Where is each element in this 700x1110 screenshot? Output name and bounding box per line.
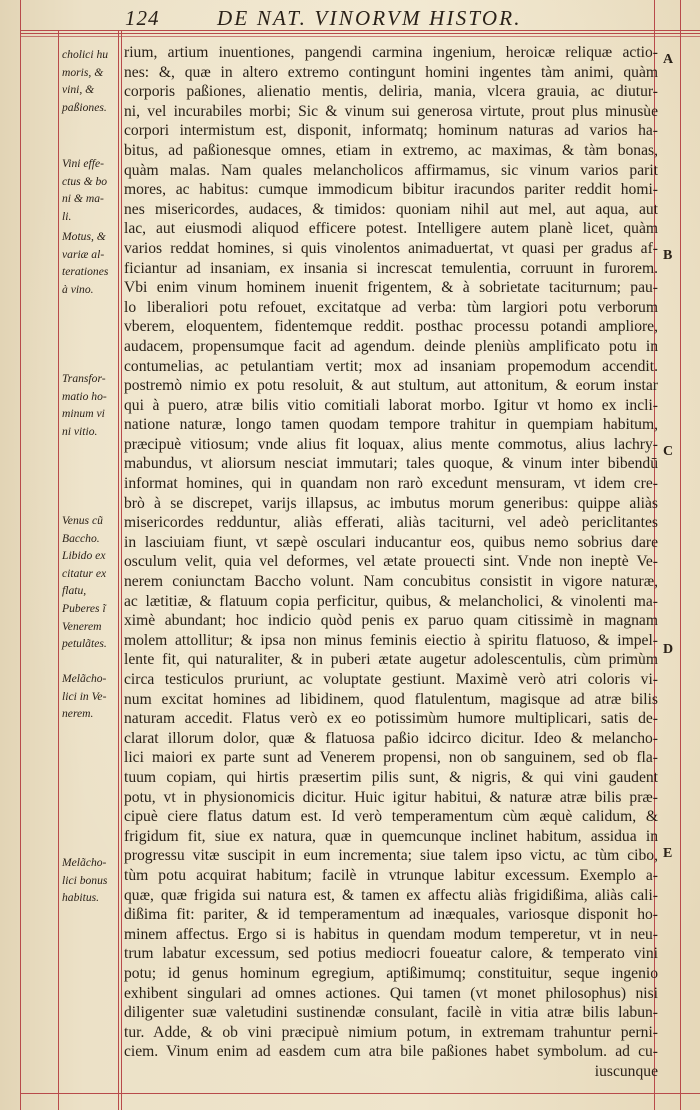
red-rule-left [20, 0, 21, 1110]
margin-note-line: Baccho. [62, 531, 100, 545]
text-line: clarat illorum dolor, quæ & flatuosa paßio idcirco dicitur. Ideo & melancho- [124, 729, 658, 747]
text-line: ximè abundant; hoc indicio quòd penis ex paruo quam citissimè in magnam [124, 612, 658, 630]
text-line: ficiantur ad insaniam, ex insania si increscat temulentia, corruunt in furorem. [124, 259, 658, 277]
text-line: natione naturæ, longo tamen quodam tempore trahitur in quempiam habitum, [124, 416, 658, 434]
section-letter-a: A [663, 52, 674, 67]
text-line: postremò nimio ex potu resoluit, & aut stultum, aut attonitum, & eorum instar [124, 377, 658, 395]
text-line: qui à puero, atræ bilis vitio comitiali laborat morbo. Igitur vt homo ex incli- [124, 396, 658, 414]
margin-note-line: à vino. [62, 282, 94, 296]
margin-note-line: ni & ma- [62, 192, 104, 206]
margin-note-4 [62, 370, 118, 440]
margin-note-line: nerem. [62, 707, 94, 721]
text-line: osculum velit, quia vel deformes, vel ætate prouecti sint. Vnde non ineptè Ve- [124, 553, 658, 571]
text-line: potu, vt in physionomicis dicitur. Huic igitur habitui, & naturæ atræ bilis præ- [124, 788, 658, 806]
text-line: exhibent singulari ad omnes actiones. Qui tamen (vt monet philosophus) nisi [124, 984, 658, 1002]
running-title: DE NAT. VINORVM HISTOR. [217, 6, 522, 30]
text-line: iuscunque [594, 1062, 658, 1080]
text-line: informat homines, qui in quandam non rarò excedunt mensuram, vt idem cre- [124, 475, 658, 493]
text-line: corpori intermistum est, disponit, informatq; hominum naturas ad varios ha- [124, 122, 658, 140]
text-line: contumelias, ac petulantiam vertit; mox ad insaniam propemodum accendit. [124, 357, 658, 375]
margin-note-line: Motus, & [62, 230, 106, 243]
section-letter-e: E [663, 846, 673, 861]
text-line: misericordes redduntur, aliàs efferati, aliàs taciturni, vel adeò periclitantes [124, 514, 658, 532]
text-line: mabundus, vt aliorsum nesciat immutari; tales quoque, & vinum inter bibendū [124, 455, 658, 473]
margin-note-line: lici in Ve- [62, 689, 107, 703]
red-rule-top [20, 33, 700, 34]
text-line: in lasciuiam fiunt, vt sæpè osculari inducantur eos, quibus nemo sobrius dare [124, 533, 658, 551]
margin-note-line: variæ al- [62, 247, 105, 261]
margin-note-line: paßiones. [62, 100, 107, 114]
margin-note-5 [62, 512, 118, 653]
text-line: lo liberaliori potu refouet, excitatque ad verba: tùm largiori potu verborum [124, 298, 658, 316]
margin-note-line: li. [62, 209, 72, 223]
text-line: naturam accedit. Flatus verò ex eo potissimùm humore multiplicari, satis de- [124, 710, 658, 728]
text-line: frigidum fit, siue ex natura, quæ in quemcunque inclinet habitum, assidua in [124, 827, 658, 845]
margin-note-1 [62, 46, 118, 116]
text-line: præcipuè vitiosum; vnde alius fit loquax, alius mente commotus, alius lachry- [124, 435, 658, 453]
text-line: molem attollitur; & ipsa non minus feminis eiectio à spiritu flatuoso, & impel- [124, 631, 658, 649]
margin-note-line: Puberes ĩ [62, 601, 106, 615]
text-line: vberem, eloquentem, fidentemque reddit. posthac processu potandi ampliore, [124, 318, 658, 336]
text-line: quæ, quæ frigida sui natura est, & tamen ex affectu aliàs frigidißima, aliàs cali- [124, 886, 658, 904]
margin-note-line: Venerem [62, 619, 102, 633]
text-line: nerem coniunctam Baccho volunt. Nam concubitus consistit in vigore naturæ, [124, 573, 658, 591]
text-line: lici maiori ex parte sunt ad Venerem propensi, non ob sanguinem, sed ob fla- [124, 749, 658, 767]
margin-note-line: matio ho- [62, 389, 107, 403]
text-line: ciem. Vinum enim ad easdem cum atra bile paßiones habet symbolum. ad cu- [124, 1043, 658, 1061]
margin-note-line: ctus & bo [62, 174, 108, 188]
margin-note-line: flatu, [62, 584, 87, 598]
text-line: corporis paßiones, alienatio mentis, deliria, mania, vlcera grauia, ac diutur- [124, 83, 658, 101]
margin-note-2 [62, 155, 118, 225]
margin-note-line: petulãtes. [62, 637, 107, 651]
margin-note-3 [62, 228, 118, 298]
margin-note-7 [62, 854, 118, 907]
margin-note-line: ni vitio. [62, 424, 98, 438]
margin-note-line: minum vi [62, 407, 105, 421]
margin-note-line: Melãcho- [62, 856, 107, 869]
text-line: diligenter suæ valetudini sustinendæ consulant, facilè in vitia atræ bilis labun- [124, 1004, 658, 1022]
margin-note-line: citatur ex [62, 566, 107, 580]
red-rule-margin [121, 30, 122, 1110]
margin-note-line: moris, & [62, 65, 104, 79]
text-line: trum labatur excessum, sed potius mediocri foueatur calore, & temperato vini [124, 945, 658, 963]
margin-note-line: vini, & [62, 83, 95, 97]
red-rule-right [680, 0, 681, 1110]
margin-note-line: Melãcho- [62, 672, 107, 685]
text-line: dißima fit: pariter, & id temperamentum ad inæquales, variosque disponit ho- [124, 906, 658, 924]
page-number: 124 [125, 6, 160, 30]
text-line: audacem, propensumque facit ad agendum. deinde pleniùs amplificato potu in [124, 337, 658, 355]
text-line: varios reddat homines, si quis vinolentos animaduertat, vt quasi per gradus af- [124, 239, 658, 257]
text-line: brò à se discrepet, varijs illapsus, ac imbutus morum generibus: quippe aliàs [124, 494, 658, 512]
text-line: tùm potu acquirat habitum; facilè in vtrunque labitur excessum. Exemplo a- [124, 866, 658, 884]
text-line: mores, ac habitus: cumque immodicum bibitur iracundos pariter reddit homi- [124, 181, 658, 199]
red-rule-top [20, 36, 700, 37]
page-header [125, 6, 655, 30]
margin-note-line: Venus cũ [62, 514, 103, 527]
text-line: tuum copiam, qui hirtis præsertim pilis sunt, & nigris, & qui vini gaudent [124, 768, 658, 786]
margin-note-line: habitus. [62, 891, 100, 905]
text-line: nes: &, quæ in altero extremo contingunt homini ingentes tàm animi, quàm [124, 63, 658, 81]
text-line: ac lætitiæ, & flatuum copia perficitur, quibus, & melancholici, & vinolenti ma- [124, 592, 658, 610]
text-line: circa testiculos pruriunt, ac voluptate gestiunt. Maximè verò atri coloris vi- [124, 671, 658, 688]
text-line: Vbi enim vinum hominem inuenit frigentem, & à sobrietate taciturnum; pau- [124, 279, 658, 297]
section-letter-b: B [663, 248, 673, 263]
text-line: quàm malas. Nam quales melancholicos affirmamus, sic vinum varios parit [124, 161, 658, 179]
margin-note-line: Vini effe- [62, 157, 104, 170]
margin-note-line: Transfor- [62, 372, 106, 385]
margin-note-line: terationes [62, 265, 109, 279]
text-line: lac, aut eiusmodi aliquod efficere potest. Intelligere autem planè licet, quàm [124, 220, 658, 238]
text-line: potu; id genus hominum egregium, aptißimumq; constituitur, seque ingenio [124, 964, 658, 982]
text-line: progressu vitæ suscipit in eum incrementa; siue talem ipso victu, ac tùm cibo, [124, 847, 658, 865]
margin-note-line: cholici hu [62, 48, 109, 61]
margin-note-6 [62, 670, 118, 723]
main-text-block [124, 43, 658, 1081]
text-line: minem affectus. Ergo si is habitus in quendam modum temperetur, vt in neu- [124, 925, 658, 943]
red-rule-margin [58, 30, 59, 1110]
section-letter-d: D [663, 642, 674, 657]
red-rule-margin [118, 30, 119, 1110]
text-line: ni, vel incurabiles morbi; Sic & vinum sui generosa virtute, prout plus minusùe [124, 102, 658, 120]
red-rule-bottom [20, 1093, 700, 1094]
margin-note-line: lici bonus [62, 873, 108, 887]
text-line: rium, artium inuentiones, pangendi carmina ingenium, heroicæ reliquæ actio- [124, 44, 658, 61]
text-line: lente fit, qui naturaliter, & in puberi ætate augetur adolescentulis, cùm primùm [124, 651, 658, 669]
margin-note-line: Libido ex [62, 549, 106, 563]
section-letter-c: C [663, 444, 674, 459]
text-line: num excitat homines ad libidinem, quod flatulentum, magisque ad atræ bilis [124, 690, 658, 708]
text-line: nes misericordes, audaces, & timidos: quoniam nihil aut mel, aut aqua, aut [124, 200, 658, 218]
text-line: tur. Adde, & ob vini præcipuè nimium potum, in extremam trahuntur perni- [124, 1023, 658, 1041]
text-line: cipuè ciere flatus datum est. Id verò temperamentum cùm æquè calidum, & [124, 808, 658, 826]
text-line: bitus, ad paßionesque omnes, etiam in extremo, ac maximas, & tàm bonas, [124, 141, 658, 159]
